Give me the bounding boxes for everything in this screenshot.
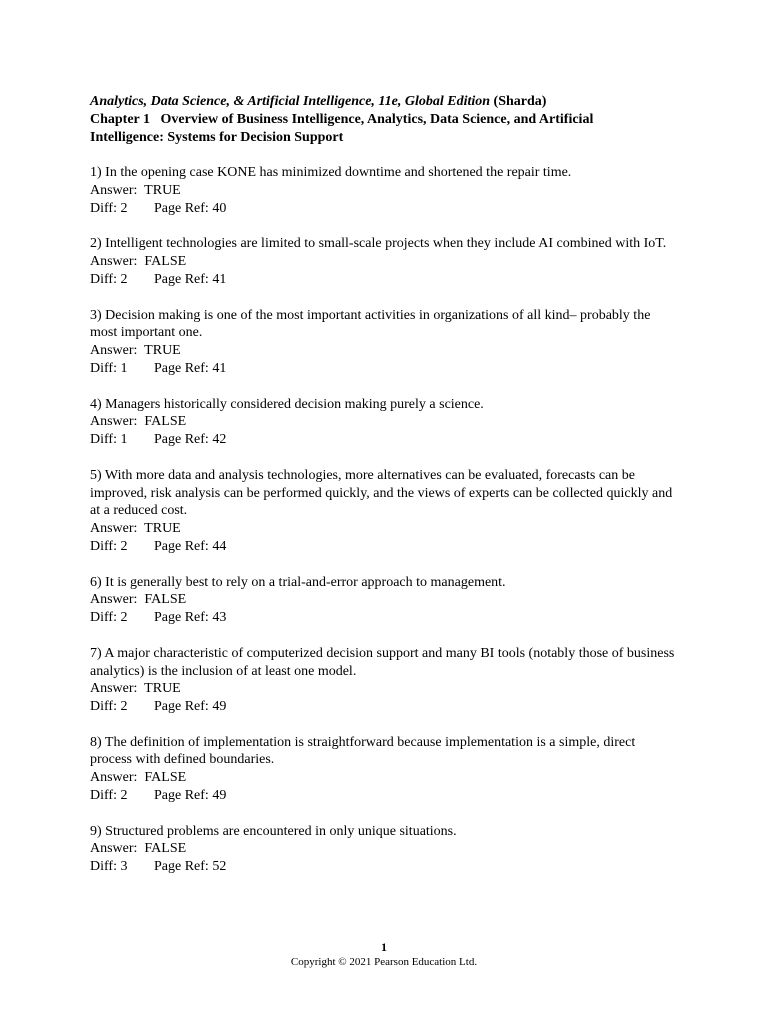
chapter-title-line2: Intelligence: Systems for Decision Support bbox=[90, 129, 344, 145]
page-footer bbox=[0, 940, 768, 970]
page-reference: Page Ref: 43 bbox=[154, 610, 227, 626]
book-title: Analytics, Data Science, & Artificial Intelligence, 11e, Global Edition bbox=[90, 94, 491, 109]
answer-line: Answer: FALSE bbox=[90, 414, 187, 430]
question-list bbox=[90, 164, 690, 876]
page-reference: Page Ref: 41 bbox=[154, 360, 227, 376]
page-reference: Page Ref: 49 bbox=[154, 699, 227, 715]
question-text: 3) Decision making is one of the most important activities in organizations of all kind– probably the most important one. bbox=[90, 307, 651, 341]
page-reference: Page Ref: 41 bbox=[154, 271, 227, 287]
question-text: 9) Structured problems are encountered in only unique situations. bbox=[90, 823, 457, 839]
difficulty-line bbox=[90, 858, 690, 876]
difficulty-value: Diff: 2 bbox=[90, 610, 128, 626]
question-item bbox=[90, 164, 690, 217]
question-item bbox=[90, 396, 690, 449]
difficulty-line bbox=[90, 271, 690, 289]
answer-line: Answer: FALSE bbox=[90, 841, 187, 857]
answer-line: Answer: TRUE bbox=[90, 681, 181, 697]
question-text: 1) In the opening case KONE has minimized downtime and shortened the repair time. bbox=[90, 165, 572, 181]
document-page bbox=[90, 93, 690, 876]
difficulty-value: Diff: 1 bbox=[90, 432, 128, 448]
question-item bbox=[90, 574, 690, 627]
difficulty-value: Diff: 2 bbox=[90, 788, 128, 804]
difficulty-value: Diff: 3 bbox=[90, 859, 128, 875]
answer-line: Answer: FALSE bbox=[90, 592, 187, 608]
book-header bbox=[90, 93, 690, 111]
question-item bbox=[90, 235, 690, 288]
difficulty-value: Diff: 2 bbox=[90, 200, 128, 216]
question-item bbox=[90, 307, 690, 378]
question-text: 6) It is generally best to rely on a trial-and-error approach to management. bbox=[90, 574, 506, 590]
answer-line: Answer: TRUE bbox=[90, 343, 181, 359]
difficulty-line bbox=[90, 431, 690, 449]
question-item bbox=[90, 823, 690, 876]
page-reference: Page Ref: 40 bbox=[154, 200, 227, 216]
difficulty-value: Diff: 1 bbox=[90, 360, 128, 376]
difficulty-line bbox=[90, 538, 690, 556]
difficulty-line bbox=[90, 609, 690, 627]
difficulty-value: Diff: 2 bbox=[90, 271, 128, 287]
question-item bbox=[90, 734, 690, 805]
question-item bbox=[90, 645, 690, 716]
question-text: 8) The definition of implementation is straightforward because implementation is a simple, direct process with defined boundaries. bbox=[90, 734, 636, 768]
page-number: 1 bbox=[381, 940, 387, 954]
question-item bbox=[90, 467, 690, 556]
answer-line: Answer: TRUE bbox=[90, 521, 181, 537]
answer-line: Answer: TRUE bbox=[90, 182, 181, 198]
difficulty-line bbox=[90, 698, 690, 716]
chapter-label: Chapter 1 bbox=[90, 111, 151, 127]
question-text: 7) A major characteristic of computerized decision support and many BI tools (notably those of business analytics) is the inclusion of at least one model. bbox=[90, 645, 675, 679]
answer-line: Answer: FALSE bbox=[90, 254, 187, 270]
question-text: 5) With more data and analysis technologies, more alternatives can be evaluated, forecasts can be improved, risk analysis can be performed quickly, and the views of experts can be collected quickly and at a reduced cost. bbox=[90, 467, 673, 519]
question-text: 4) Managers historically considered decision making purely a science. bbox=[90, 396, 484, 412]
difficulty-line bbox=[90, 787, 690, 805]
difficulty-value: Diff: 2 bbox=[90, 538, 128, 554]
page-reference: Page Ref: 49 bbox=[154, 788, 227, 804]
book-author: (Sharda) bbox=[493, 94, 547, 109]
page-reference: Page Ref: 52 bbox=[154, 859, 227, 875]
page-reference: Page Ref: 44 bbox=[154, 538, 227, 554]
question-text: 2) Intelligent technologies are limited to small-scale projects when they include AI combined with IoT. bbox=[90, 236, 667, 252]
difficulty-line bbox=[90, 200, 690, 218]
page-reference: Page Ref: 42 bbox=[154, 432, 227, 448]
answer-line: Answer: FALSE bbox=[90, 770, 187, 786]
difficulty-value: Diff: 2 bbox=[90, 699, 128, 715]
copyright-notice: Copyright © 2021 Pearson Education Ltd. bbox=[290, 956, 478, 968]
chapter-heading bbox=[90, 111, 690, 147]
difficulty-line bbox=[90, 360, 690, 378]
chapter-title-line1: Overview of Business Intelligence, Analytics, Data Science, and Artificial bbox=[160, 111, 594, 127]
